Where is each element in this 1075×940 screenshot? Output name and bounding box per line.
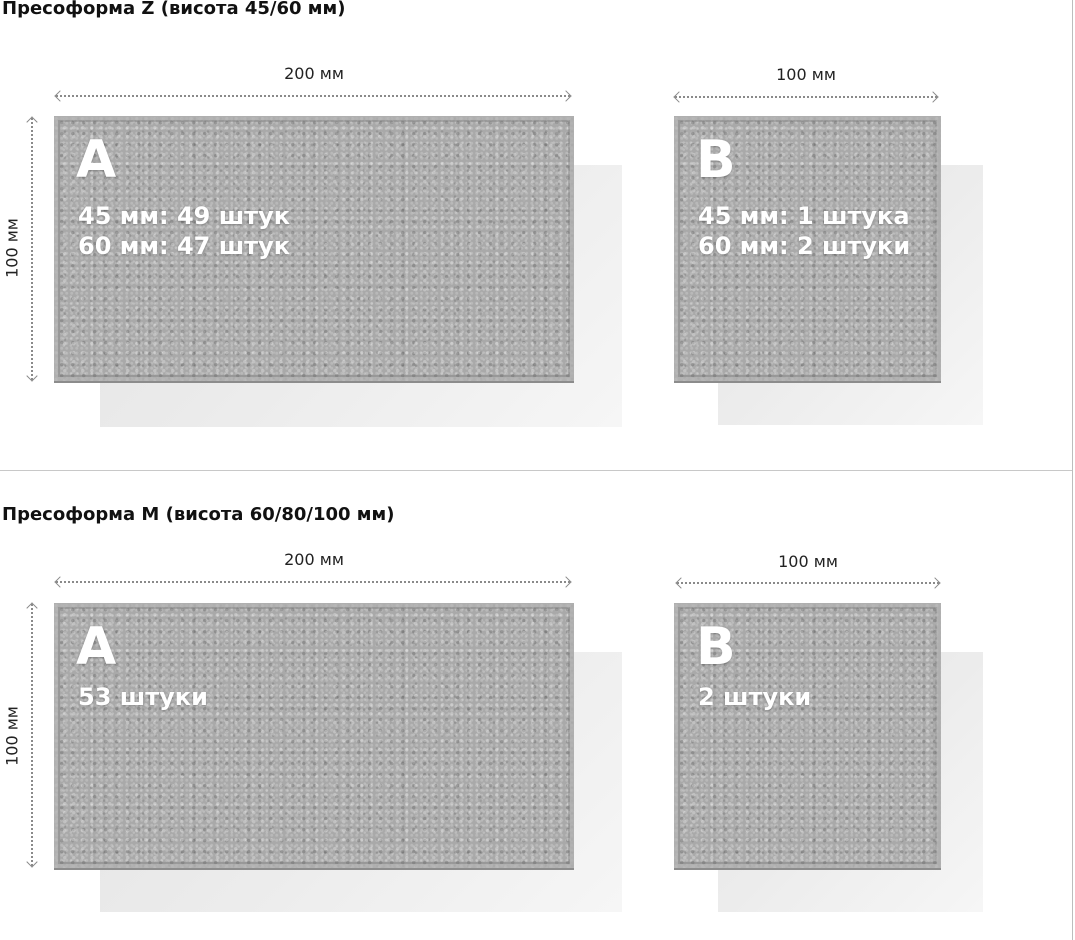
brick-a-width-line: [56, 95, 570, 97]
brick-a-width-label: 200 мм: [284, 550, 344, 569]
brick-a-width-label: 200 мм: [284, 64, 344, 83]
brick-a-count: 53 штуки: [78, 683, 208, 711]
brick-a-height-label: 100 мм: [2, 706, 22, 766]
section-title: Пресоформа M (висота 60/80/100 мм): [2, 504, 395, 525]
brick-a-letter: A: [76, 130, 117, 190]
arrow-left-icon: [54, 90, 65, 101]
arrow-up-icon: [26, 602, 37, 613]
brick-a-letter: A: [76, 617, 117, 677]
arrow-right-icon: [560, 90, 571, 101]
brick-a-height-line: [31, 118, 33, 380]
right-edge-line: [1072, 0, 1073, 940]
arrow-right-icon: [560, 576, 571, 587]
brick-b: [674, 603, 941, 868]
brick-b-count: 2 штуки: [698, 683, 812, 711]
brick-a-height-line: [31, 604, 33, 866]
brick-b-letter: B: [696, 617, 736, 677]
arrow-left-icon: [675, 577, 686, 588]
brick-b-width-line: [677, 582, 939, 584]
brick-b-width-label: 100 мм: [778, 552, 838, 571]
arrow-left-icon: [673, 91, 684, 102]
section-title: Пресоформа Z (висота 45/60 мм): [2, 0, 346, 19]
brick-b-width-line: [675, 96, 937, 98]
brick-b-count-45: 45 мм: 1 штука: [698, 202, 910, 230]
brick-a-count-60: 60 мм: 47 штук: [78, 232, 291, 260]
section-press-form-m: [0, 470, 1072, 940]
brick-a: [54, 603, 574, 868]
brick-b: [674, 116, 941, 381]
section-press-form-z: [0, 0, 1072, 470]
brick-a: [54, 116, 574, 381]
arrow-left-icon: [54, 576, 65, 587]
brick-b-width-label: 100 мм: [776, 65, 836, 84]
arrow-up-icon: [26, 116, 37, 127]
brick-b-count-60: 60 мм: 2 штуки: [698, 232, 911, 260]
arrow-down-icon: [26, 856, 37, 867]
brick-a-width-line: [56, 581, 570, 583]
brick-b-letter: B: [696, 130, 736, 190]
brick-a-count-45: 45 мм: 49 штук: [78, 202, 291, 230]
brick-a-height-label: 100 мм: [2, 218, 22, 278]
arrow-right-icon: [929, 577, 940, 588]
arrow-right-icon: [927, 91, 938, 102]
arrow-down-icon: [26, 370, 37, 381]
